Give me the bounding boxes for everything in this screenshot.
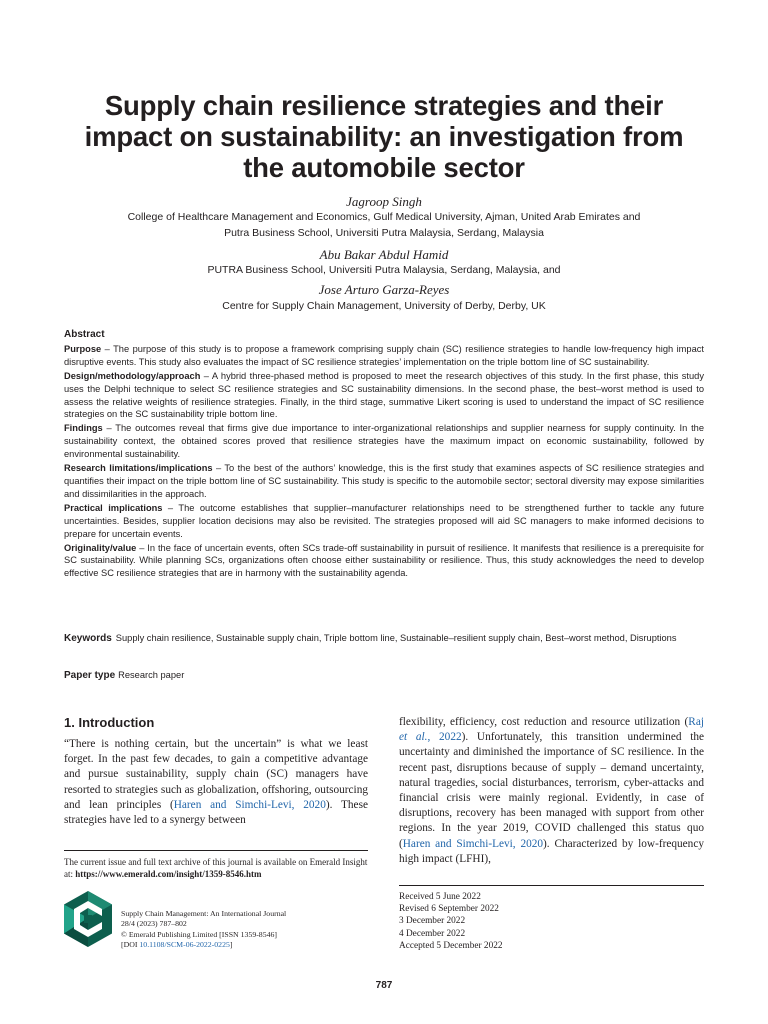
- keywords: [64, 632, 704, 646]
- abstract-design: [64, 370, 704, 422]
- abstract-text: – The purpose of this study is to propose a framework comprising supply chain (SC) resilience strategies to handle low-frequency high impact disruptive events. This study also evaluates the impact of SC resilience strategies’ implementation on the triple bottom line of SC sustainability.: [64, 343, 704, 367]
- title-line-2: impact on sustainability: an investigation from: [84, 121, 684, 152]
- abstract-practical: [64, 502, 704, 541]
- doi-prefix: [DOI: [121, 939, 140, 949]
- author-name-2: Abu Bakar Abdul Hamid: [319, 247, 449, 262]
- abstract: [64, 329, 704, 581]
- abstract-label: Design/methodology/approach: [64, 370, 201, 381]
- author-affiliation-1: [0, 210, 768, 241]
- date-received: Received 5 June 2022: [399, 892, 481, 902]
- keywords-text: Supply chain resilience, Sustainable supply chain, Triple bottom line, Sustainable–resilient supply chain, Best–worst method, Disruptions: [115, 633, 677, 643]
- journal-volume: 28/4 (2023) 787–802: [121, 919, 187, 929]
- abstract-label: Research limitations/implications: [64, 463, 213, 474]
- paper-type-value: Research paper: [118, 670, 185, 680]
- journal-info: [121, 909, 286, 950]
- abstract-text: – To the best of the authors’ knowledge, this is the first study that examines aspects of SC resilience strategies and quantifies their impact on the triple bottom line of SC sustainability. This study is specific to the automobile sector; sectoral diversity may expose similarities and dissimilarities in the approach.: [64, 463, 704, 499]
- abstract-label: Purpose: [64, 343, 102, 354]
- date-revised: 4 December 2022: [399, 928, 466, 939]
- footnote-divider: [64, 850, 368, 851]
- body-text: ). Unfortunately, this transition undermined the uncertainty and diminished the importance of SC resilience. In the recent past, disruptions because of supply – demand uncertainty, natural tragedies, social disturbances, terrorism, cyber-attacks and financial crisis were mainly regional. Evidently, in case of disruptions, recovery has been managed with support from other regions. In the year 2019, COVID challenged this status quo (: [399, 731, 704, 850]
- date-accepted: Accepted 5 December 2022: [399, 940, 503, 951]
- section-heading-introduction: 1. Introduction: [64, 715, 155, 730]
- intro-left-column: [64, 737, 368, 828]
- citation-author: Raj: [688, 716, 704, 728]
- title-line-3: the automobile sector: [243, 152, 525, 183]
- author-affiliation-3: Centre for Supply Chain Management, University of Derby, Derby, UK: [222, 300, 546, 312]
- abstract-text: – The outcomes reveal that firms give due importance to inter-organizational relationships and supplier nearness for supply continuity. In the sustainability context, the obtained scores proved that resilience strategies have the maximum impact on economic sustainability, followed by environmental sustainability.: [64, 423, 704, 460]
- journal-url-link[interactable]: https://www.emerald.com/insight/1359-8546.htm: [75, 869, 262, 879]
- paper-title: [40, 90, 728, 183]
- intro-right-column: [399, 715, 704, 867]
- author-name-1: Jagroop Singh: [346, 194, 422, 209]
- abstract-limitations: [64, 462, 704, 501]
- date-revised: Revised 6 September 2022: [399, 904, 499, 915]
- dates-divider: [399, 885, 704, 886]
- keywords-label: Keywords: [64, 633, 112, 644]
- body-text: flexibility, efficiency, cost reduction and resource utilization (: [399, 716, 689, 728]
- abstract-label: Originality/value: [64, 542, 137, 553]
- abstract-label: Practical implications: [64, 502, 163, 513]
- submission-dates: [399, 891, 503, 952]
- date-revised: 3 December 2022: [399, 916, 466, 927]
- author-affiliation-2: PUTRA Business School, Universiti Putra Malaysia, Serdang, Malaysia, and: [207, 264, 561, 276]
- citation-link[interactable]: Haren and Simchi-Levi, 2020: [173, 798, 326, 811]
- journal-doi-line: [121, 940, 286, 950]
- abstract-originality: [64, 542, 704, 581]
- journal-name: Supply Chain Management: An International Journal: [121, 909, 287, 918]
- page-number: 787: [375, 980, 393, 991]
- abstract-label: Findings: [64, 423, 103, 434]
- citation-etal: et al.: [399, 731, 428, 744]
- affiliation-line: Putra Business School, Universiti Putra Malaysia, Serdang, Malaysia: [224, 226, 544, 239]
- paper-type: [64, 670, 184, 681]
- doi-link[interactable]: 10.1108/SCM-06-2022-0225: [139, 939, 230, 949]
- abstract-text: – A hybrid three-phased method is proposed to meet the research objectives of this study. In the first phase, this study uses the Delphi technique to select SC resilience strategies and SC sustainability dimensions. In the second phase, the best–worst method is used to assess the relative weights of resilience strategies. Finally, in the third stage, summative Likert scoring is used to understand the impact of SC resilience strategies on the SC sustainability triple bottom line.: [64, 370, 704, 420]
- abstract-purpose: [64, 343, 704, 369]
- abstract-heading: Abstract: [64, 329, 105, 340]
- abstract-findings: [64, 422, 704, 461]
- author-name-3: Jose Arturo Garza-Reyes: [318, 282, 450, 297]
- title-line-1: Supply chain resilience strategies and their: [104, 90, 664, 121]
- paper-type-label: Paper type: [64, 670, 116, 681]
- doi-suffix: ]: [229, 939, 233, 949]
- emerald-logo-icon: [62, 890, 114, 948]
- journal-archive-footnote: [64, 856, 374, 880]
- citation-year: , 2022: [427, 731, 462, 744]
- body-text: ). Characterized by low-frequency high impact (LFHI),: [399, 837, 704, 865]
- affiliation-line: College of Healthcare Management and Economics, Gulf Medical University, Ajman, United Arab Emirates and: [127, 211, 641, 223]
- body-text: “There is nothing certain, but the uncertain” is what we least forget. In the past few decades, to gain a competitive advantage and pursue sustainability, supply chain (SC) managers have resorted to strategies such as globalization, offshoring, outsourcing and lean principles (: [64, 738, 368, 811]
- citation-link[interactable]: Haren and Simchi-Levi, 2020: [402, 837, 544, 850]
- journal-publisher: © Emerald Publishing Limited [ISSN 1359-8546]: [121, 929, 278, 939]
- abstract-text: – In the face of uncertain events, often SCs trade-off sustainability in pursuit of resilience. It manifests that resilience is a prerequisite for SC sustainability. While planning SCs, organizations often choose either sustainability or resilience. Thus, this study acknowledges the need to develop effective SC resilience strategies that are in harmony with the sustainability agenda.: [64, 542, 704, 579]
- body-text: ). These strategies have led to a synergy between: [64, 798, 368, 827]
- footnote-text: The current issue and full text archive of this journal is available on Emerald Insight at:: [64, 857, 368, 879]
- abstract-text: – The outcome establishes that supplier–manufacturer relationships need to be strengthened further to tackle any future uncertainties. Besides, supplier location decisions may also be revisited. The strategies proposed will aid SC managers to make informed decisions to prepare for uncertain events.: [64, 502, 704, 539]
